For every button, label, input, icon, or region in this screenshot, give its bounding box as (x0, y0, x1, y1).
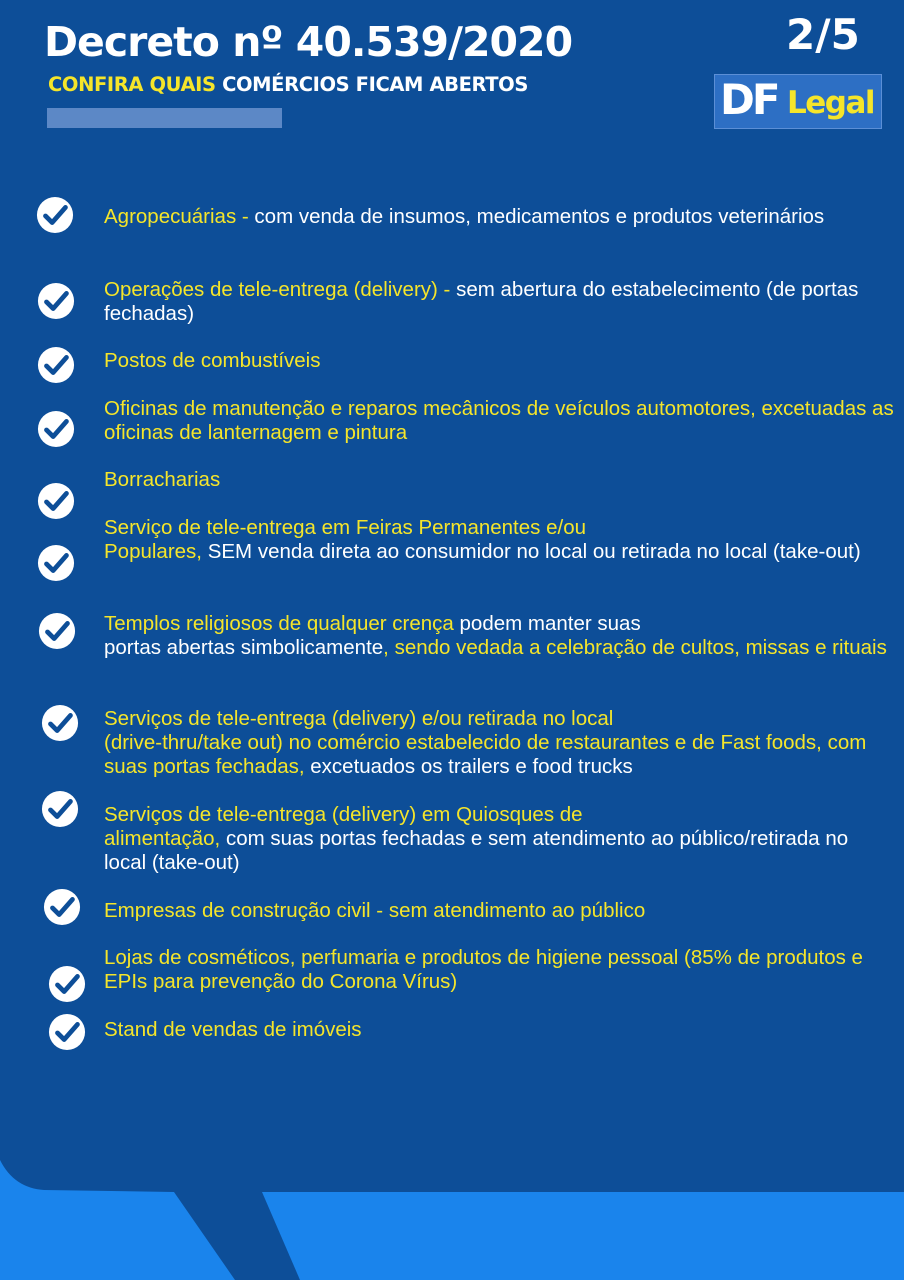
list-item-text: sem abertura do estabelecimento (de portas fechadas) (104, 278, 859, 325)
check-circle-icon (37, 282, 75, 320)
logo-df-text: DF (720, 75, 778, 124)
check-circle-icon (43, 888, 81, 926)
check-circle-icon (41, 790, 79, 828)
list-item (104, 205, 894, 229)
list-item (104, 1018, 894, 1042)
list-item-text: com venda de insumos, medicamentos e produtos veterinários (254, 205, 825, 228)
header-accent-bar (47, 108, 282, 128)
check-circle-icon (37, 410, 75, 448)
list-item (104, 803, 894, 875)
list-item-text: portas abertas simbolicamente (104, 636, 384, 659)
check-circle-icon (38, 612, 76, 650)
list-item (104, 899, 894, 923)
list-item-text: Populares, (104, 540, 208, 563)
check-circle-icon (36, 196, 74, 234)
list-item-text: Borracharias (104, 468, 221, 491)
list-item-text: excetuados os trailers e food trucks (310, 755, 633, 778)
list-item-text: Operações de tele-entrega (delivery) - (104, 278, 457, 301)
check-circle-icon (37, 544, 75, 582)
list-item-text: Lojas de cosméticos, perfumaria e produtos de higiene pessoal (85% de produtos e EPIs para prevenção do Corona Vírus) (104, 946, 863, 993)
page-indicator: 2/5 (786, 10, 860, 59)
df-legal-logo (714, 74, 882, 129)
list-item-text: (drive-thru/take out) no comércio estabelecido de restaurantes e de Fast foods, com suas portas fechadas, (104, 731, 867, 778)
list-item-text: , sendo vedada a celebração de cultos, missas e rituais (383, 636, 887, 659)
check-circle-icon (48, 1013, 86, 1051)
list-item-text: alimentação, (104, 827, 226, 850)
check-circle-icon (41, 704, 79, 742)
list-item (104, 278, 894, 326)
list-item-text: Oficinas de manutenção e reparos mecânicos de veículos automotores, excetuadas as oficinas de lanternagem e pintura (104, 397, 894, 444)
logo-legal-text: Legal (787, 85, 875, 121)
check-circle-icon (48, 965, 86, 1003)
subtitle (48, 73, 528, 96)
check-circle-icon (37, 482, 75, 520)
list-item (104, 612, 894, 660)
list-item-text: podem manter suas (459, 612, 641, 635)
list-item-text: Agropecuárias - (104, 205, 255, 228)
list-item-text: Templos religiosos de qualquer crença (104, 612, 460, 635)
list-item (104, 707, 894, 779)
list-item-text: Postos de combustíveis (104, 349, 321, 372)
list-item-text: Serviços de tele-entrega (delivery) em Quiosques de (104, 803, 583, 826)
list-item-text: Stand de vendas de imóveis (104, 1018, 362, 1041)
subtitle-rest: COMÉRCIOS FICAM ABERTOS (215, 73, 528, 96)
list-item-text: SEM venda direta ao consumidor no local ou retirada no local (take-out) (207, 540, 861, 563)
list-item-text: Serviço de tele-entrega em Feiras Permanentes e/ou (104, 516, 587, 539)
list-item-text: Serviços de tele-entrega (delivery) e/ou retirada no local (104, 707, 614, 730)
list-item (104, 468, 894, 492)
list-item (104, 397, 894, 445)
page-title: Decreto nº 40.539/2020 (44, 18, 573, 66)
list-item-text: com suas portas fechadas e sem atendimento ao público/retirada no local (take-out) (104, 827, 849, 874)
list-item-text: Empresas de construção civil - sem atendimento ao público (104, 899, 646, 922)
subtitle-highlight: CONFIRA QUAIS (48, 73, 216, 96)
check-circle-icon (37, 346, 75, 384)
list-item (104, 349, 894, 373)
list-item (104, 946, 894, 994)
list-item (104, 516, 894, 564)
